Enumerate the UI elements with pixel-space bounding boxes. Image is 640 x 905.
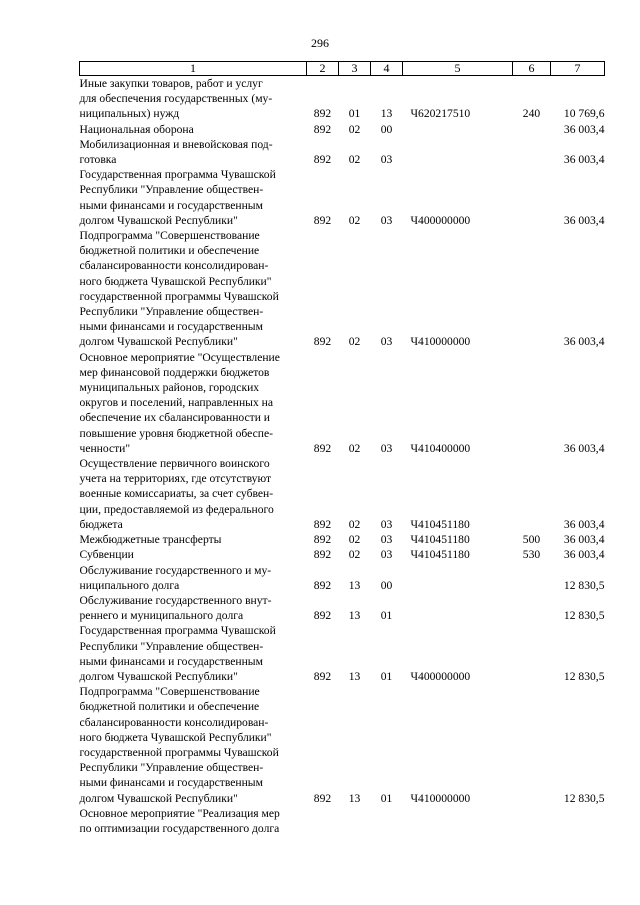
amount-cell: 12 830,5 (563, 791, 605, 805)
item-name-cell (80, 350, 307, 456)
table-row (80, 547, 605, 562)
expense-type-cell: 500 (522, 533, 541, 547)
admin-code-cell: 892 (313, 213, 332, 227)
subsection-code-cell: 00 (380, 578, 393, 592)
section-code-cell: 13 (348, 791, 361, 805)
item-name-line: военные комиссариаты, за счет субвен- (79, 487, 274, 501)
item-name-cell (80, 167, 307, 228)
table-row (80, 684, 605, 806)
section-code-cell: 02 (348, 122, 361, 136)
amount-cell: 36 003,4 (563, 441, 605, 455)
table-row (80, 167, 605, 228)
section-code-cell: 02 (348, 335, 361, 349)
amount-cell: 36 003,4 (563, 335, 605, 349)
item-name-cell (80, 547, 307, 562)
item-name-line: долгом Чувашской Республики" (79, 213, 238, 227)
amount-cell: 36 003,4 (563, 122, 605, 136)
item-name-line: Иные закупки товаров, работ и услуг (79, 77, 263, 90)
admin-code-cell: 892 (313, 548, 332, 562)
item-name-cell (80, 532, 307, 547)
item-name-cell (80, 122, 307, 137)
target-article-cell: Ч400000000 (410, 669, 471, 683)
target-article-cell: Ч410451180 (410, 517, 470, 531)
target-article-cell (403, 137, 513, 167)
amount-cell: 12 830,5 (563, 669, 605, 683)
item-name-line: ниципальных) нужд (79, 107, 180, 121)
admin-code-cell: 892 (313, 609, 332, 623)
item-name-line: Мобилизационная и вневойсковая под- (79, 137, 273, 151)
table-row (80, 532, 605, 547)
section-code-cell: 02 (348, 533, 361, 547)
item-name-line: ными финансами и государственным (79, 198, 263, 212)
header-col-6: 6 (513, 62, 551, 76)
expense-type-cell (513, 167, 551, 228)
amount-cell: 36 003,4 (563, 153, 605, 167)
subsection-code-cell: 01 (380, 791, 393, 805)
expense-type-cell (513, 122, 551, 137)
item-name-line: реннего и муниципального долга (79, 609, 244, 623)
table-row (80, 623, 605, 684)
header-col-5: 5 (403, 62, 513, 76)
admin-code-cell: 892 (313, 441, 332, 455)
table-row (80, 76, 605, 122)
expense-type-cell (513, 456, 551, 532)
target-article-cell: Ч410451180 (410, 548, 470, 562)
item-name-line: Национальная оборона (79, 122, 194, 136)
item-name-cell (80, 684, 307, 806)
target-article-cell: Ч410451180 (410, 533, 470, 547)
item-name-cell (80, 456, 307, 532)
expense-type-cell (513, 806, 551, 836)
subsection-code-cell: 00 (380, 122, 393, 136)
table-header (80, 62, 605, 76)
item-name-line: ниципального долга (79, 578, 180, 592)
section-code-cell: 13 (348, 669, 361, 683)
item-name-line: ными финансами и государственным (79, 776, 263, 790)
section-code-cell: 13 (348, 578, 361, 592)
item-name-line: долгом Чувашской Республики" (79, 335, 238, 349)
item-name-line: сбалансированности консолидирован- (79, 259, 269, 273)
admin-code-cell (307, 806, 339, 836)
target-article-cell: Ч410400000 (410, 441, 471, 455)
table-body (80, 76, 605, 837)
admin-code-cell: 892 (313, 107, 332, 121)
expense-type-cell (513, 623, 551, 684)
expense-type-cell: 530 (522, 548, 541, 562)
item-name-cell (80, 563, 307, 593)
target-article-cell (403, 806, 513, 836)
table-row (80, 228, 605, 350)
item-name-line: Основное мероприятие "Осуществление (79, 350, 280, 364)
table-row (80, 563, 605, 593)
header-col-2: 2 (307, 62, 339, 76)
expense-type-cell (513, 593, 551, 623)
subsection-code-cell: 03 (380, 517, 393, 531)
amount-cell: 10 769,6 (563, 107, 605, 121)
header-col-3: 3 (339, 62, 371, 76)
item-name-line: долгом Чувашской Республики" (79, 791, 238, 805)
section-code-cell: 02 (348, 213, 361, 227)
item-name-line: бюджетной политики и обеспечение (79, 700, 260, 714)
target-article-cell (403, 563, 513, 593)
item-name-line: готовка (79, 153, 117, 167)
subsection-code-cell (371, 806, 403, 836)
expense-type-cell (513, 228, 551, 350)
item-name-line: Республики "Управление обществен- (79, 639, 264, 653)
subsection-code-cell: 13 (380, 107, 393, 121)
header-col-1: 1 (80, 62, 307, 76)
subsection-code-cell: 03 (380, 335, 393, 349)
admin-code-cell: 892 (313, 533, 332, 547)
item-name-line: долгом Чувашской Республики" (79, 669, 238, 683)
section-code-cell: 13 (348, 609, 361, 623)
item-name-cell (80, 623, 307, 684)
expense-type-cell (513, 684, 551, 806)
section-code-cell: 02 (348, 548, 361, 562)
item-name-cell (80, 228, 307, 350)
item-name-line: повышение уровня бюджетной обеспе- (79, 426, 273, 440)
item-name-line: ными финансами и государственным (79, 320, 263, 334)
target-article-cell (403, 122, 513, 137)
item-name-line: округов и поселений, направленных на (79, 396, 274, 410)
item-name-line: ного бюджета Чувашской Республики" (79, 274, 272, 288)
item-name-line: Государственная программа Чувашской (79, 168, 276, 182)
amount-cell: 12 830,5 (563, 578, 605, 592)
section-code-cell: 02 (348, 153, 361, 167)
item-name-line: Государственная программа Чувашской (79, 624, 276, 638)
header-col-7: 7 (551, 62, 605, 76)
admin-code-cell: 892 (313, 153, 332, 167)
subsection-code-cell: 03 (380, 213, 393, 227)
budget-table (79, 61, 605, 836)
expense-type-cell: 240 (522, 107, 541, 121)
item-name-line: мер финансовой поддержки бюджетов (79, 365, 270, 379)
item-name-line: сбалансированности консолидирован- (79, 715, 269, 729)
subsection-code-cell: 01 (380, 609, 393, 623)
amount-cell: 36 003,4 (563, 548, 605, 562)
table-row (80, 806, 605, 836)
amount-cell (551, 806, 605, 836)
expense-type-cell (513, 137, 551, 167)
item-name-line: Подпрограмма "Совершенствование (79, 685, 260, 699)
target-article-cell: Ч400000000 (410, 213, 471, 227)
item-name-line: Подпрограмма "Совершенствование (79, 229, 260, 243)
item-name-line: Обслуживание государственного внут- (79, 593, 272, 607)
amount-cell: 12 830,5 (563, 609, 605, 623)
table-row (80, 350, 605, 456)
target-article-cell: Ч410000000 (410, 335, 471, 349)
item-name-line: государственной программы Чувашской (79, 745, 279, 759)
admin-code-cell: 892 (313, 122, 332, 136)
subsection-code-cell: 03 (380, 441, 393, 455)
admin-code-cell: 892 (313, 669, 332, 683)
admin-code-cell: 892 (313, 335, 332, 349)
item-name-line: Республики "Управление обществен- (79, 305, 264, 319)
section-code-cell: 01 (348, 107, 361, 121)
item-name-line: бюджета (79, 517, 123, 531)
item-name-line: Республики "Управление обществен- (79, 761, 264, 775)
target-article-cell: Ч410000000 (410, 791, 471, 805)
item-name-line: Обслуживание государственного и му- (79, 563, 272, 577)
item-name-line: обеспечение их сбалансированности и (79, 411, 271, 425)
expense-type-cell (513, 563, 551, 593)
page-number: 296 (311, 36, 329, 50)
subsection-code-cell: 03 (380, 153, 393, 167)
item-name-line: ными финансами и государственным (79, 654, 263, 668)
target-article-cell: Ч620217510 (410, 107, 471, 121)
item-name-cell (80, 593, 307, 623)
target-article-cell (403, 593, 513, 623)
item-name-line: Республики "Управление обществен- (79, 183, 264, 197)
section-code-cell (339, 806, 371, 836)
item-name-line: муниципальных районов, городских (79, 381, 260, 395)
admin-code-cell: 892 (313, 517, 332, 531)
subsection-code-cell: 03 (380, 548, 393, 562)
item-name-line: Основное мероприятие "Реализация мер (79, 806, 280, 820)
section-code-cell: 02 (348, 517, 361, 531)
subsection-code-cell: 03 (380, 533, 393, 547)
item-name-line: ции, предоставляемой из федерального (79, 502, 274, 516)
item-name-cell (80, 806, 307, 836)
item-name-line: Межбюджетные трансферты (79, 533, 222, 547)
item-name-line: ченности" (79, 441, 131, 455)
header-col-4: 4 (371, 62, 403, 76)
item-name-line: по оптимизации государственного долга (79, 821, 280, 835)
item-name-line: государственной программы Чувашской (79, 289, 279, 303)
amount-cell: 36 003,4 (563, 533, 605, 547)
expense-type-cell (513, 350, 551, 456)
subsection-code-cell: 01 (380, 669, 393, 683)
amount-cell: 36 003,4 (563, 213, 605, 227)
item-name-line: учета на территориях, где отсутствуют (79, 472, 272, 486)
table-row (80, 593, 605, 623)
section-code-cell: 02 (348, 441, 361, 455)
item-name-line: Осуществление первичного воинского (79, 457, 270, 471)
item-name-line: ного бюджета Чувашской Республики" (79, 730, 272, 744)
item-name-line: Субвенции (79, 548, 134, 562)
item-name-line: бюджетной политики и обеспечение (79, 244, 260, 258)
admin-code-cell: 892 (313, 791, 332, 805)
admin-code-cell: 892 (313, 578, 332, 592)
table-row (80, 456, 605, 532)
table-row (80, 137, 605, 167)
item-name-cell (80, 137, 307, 167)
table-row (80, 122, 605, 137)
item-name-cell (80, 76, 307, 122)
item-name-line: для обеспечения государственных (му- (79, 92, 273, 106)
amount-cell: 36 003,4 (563, 517, 605, 531)
